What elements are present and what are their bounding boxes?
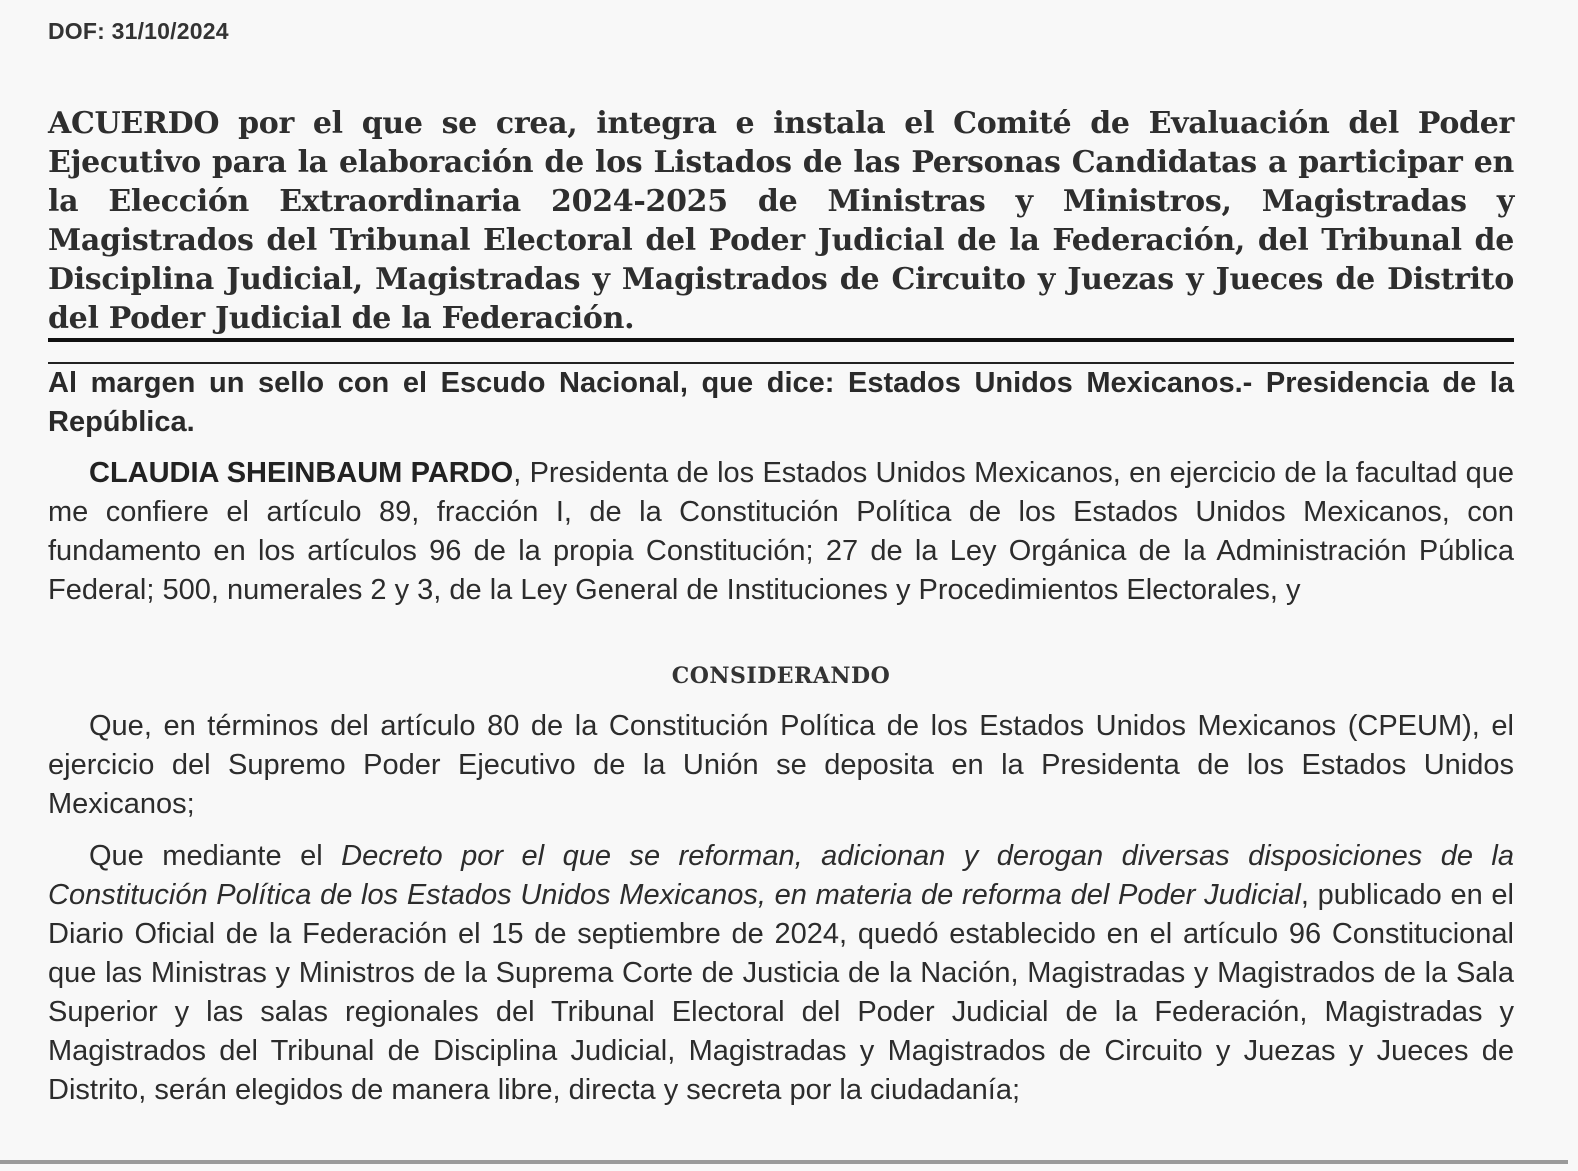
section-heading: CONSIDERANDO	[671, 663, 891, 689]
page-bottom-edge	[0, 1160, 1568, 1164]
document-title: ACUERDO por el que se crea, integra e instala el Comité de Evaluación del Poder Ejecutivo para la elaboración de los Listados de las Personas Candidatas a participar en la Elección Extraordinaria 2024-2025 de Ministras y Ministros, Magistradas y Magistrados del Tribunal Electoral del Poder Judicial de la Federación, del Tribunal de Disciplina Judicial, Magistradas y Magistrados de Circuito y Juezas y Jueces de Distrito del Poder Judicial de la Federación.	[48, 106, 1514, 336]
decree-title: Decreto por el que se reforman, adicionan y derogan diversas disposiciones de la Constitución Política de los Estados Unidos Mexicanos, en materia de reforma del Poder Judicial	[48, 840, 1514, 911]
intro-text: , Presidenta de los Estados Unidos Mexicanos, en ejercicio de la facultad que me confiere el artículo 89, fracción I, de la Constitución Política de los Estados Unidos Mexicanos, con fundamento en los artículos 96 de la propia Constitución; 27 de la Ley Orgánica de la Administración Pública Federal; 500, numerales 2 y 3, de la Ley General de Instituciones y Procedimientos Electorales, y	[48, 457, 1515, 606]
margin-note: Al margen un sello con el Escudo Nacional, que dice: Estados Unidos Mexicanos.- Presidencia de la República.	[48, 367, 1514, 438]
dof-date-label: DOF: 31/10/2024	[48, 18, 229, 44]
title-divider-thick	[48, 338, 1514, 342]
considerando-paragraph-1: Que, en términos del artículo 80 de la Constitución Política de los Estados Unidos Mexicanos (CPEUM), el ejercicio del Supremo Poder Ejecutivo de la Unión se deposita en la Presidenta de los Estados Unidos Mexicanos;	[48, 710, 1514, 820]
considerando-paragraph-2	[48, 837, 1514, 1110]
paragraph-lead: Que mediante el	[89, 840, 342, 872]
signatory-name: CLAUDIA SHEINBAUM PARDO	[89, 457, 514, 489]
paragraph-rest: , publicado en el Diario Oficial de la Federación el 15 de septiembre de 2024, quedó establecido en el artículo 96 Constitucional que las Ministras y Ministros de la Suprema Corte de Justicia de la Nación, Magistradas y Magistrados de la Sala Superior y las salas regionales del Tribunal Electoral del Poder Judicial de la Federación, Magistradas y Magistrados del Tribunal de Disciplina Judicial, Magistradas y Magistrados de Circuito y Juezas y Jueces de Distrito, serán elegidos de manera libre, directa y secreta por la ciudadanía;	[48, 879, 1514, 1106]
intro-paragraph	[48, 454, 1514, 610]
